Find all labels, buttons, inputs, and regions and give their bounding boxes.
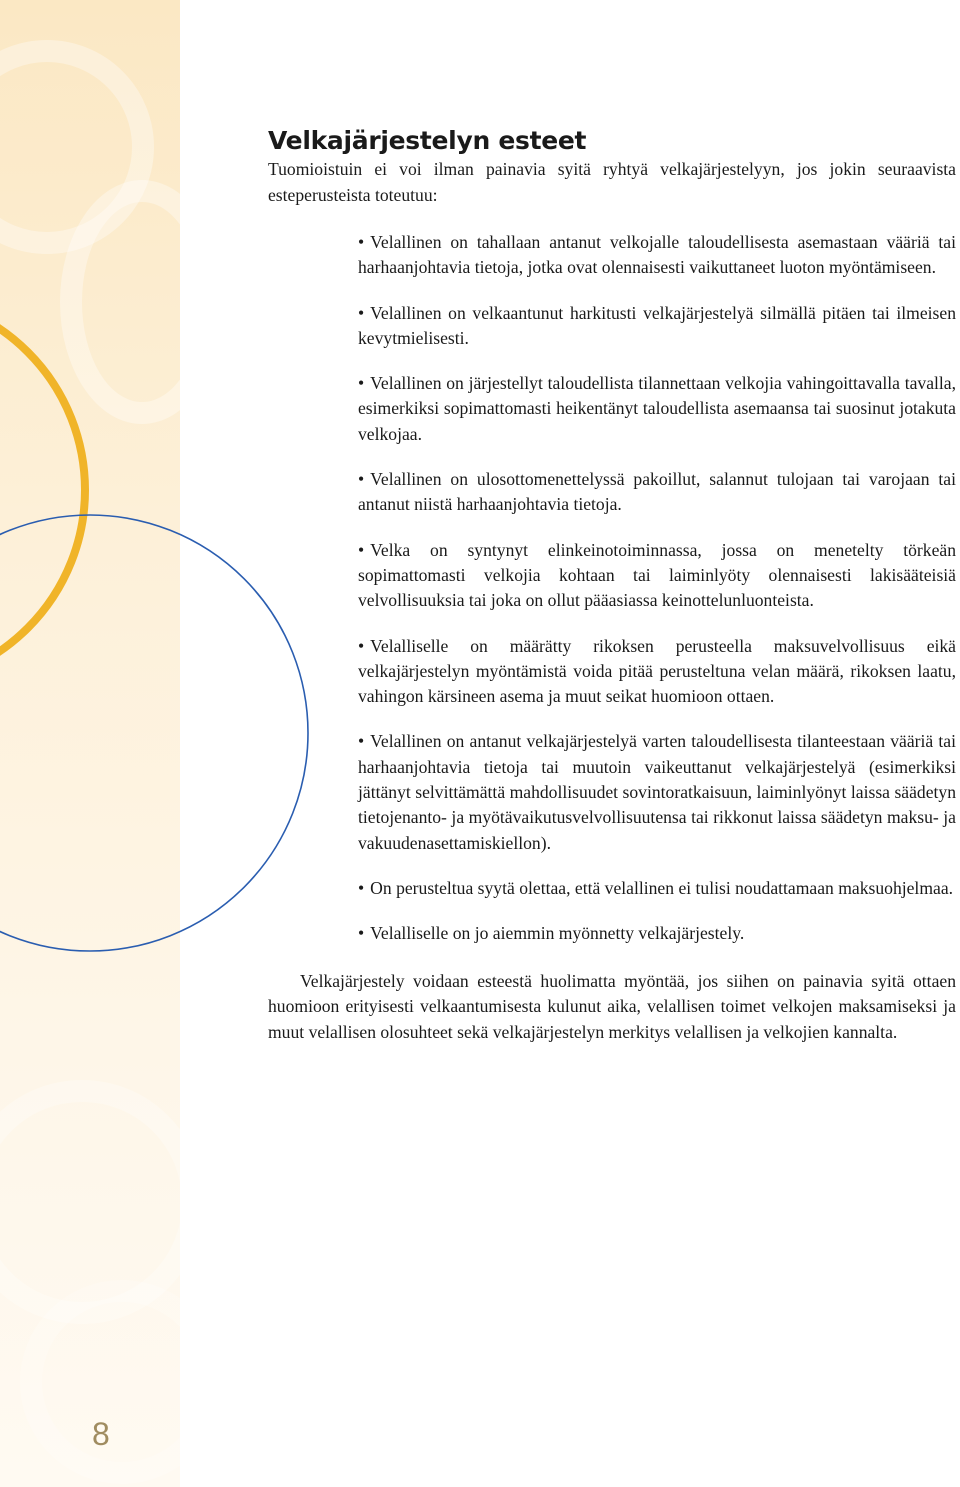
list-item: • Velalliselle on määrätty rikoksen perusteella maksuvelvollisuus eikä velkajärjestelyn myöntämistä voida pitää perusteltuna velan määrä, rikoksen laatu, vahingon kärsineen asema ja muut seikat huomioon ottaen. <box>358 635 956 707</box>
page-number: 8 <box>92 1416 110 1452</box>
bullet-icon: • <box>358 731 365 752</box>
obstacle-list <box>268 230 956 947</box>
bullet-icon: • <box>358 469 365 490</box>
bullet-icon: • <box>358 635 365 656</box>
list-item: • Velka on syntynyt elinkeinotoiminnassa, jossa on menetelty törkeän sopimattomasti velkojia kohtaan tai laiminlyöty olennaisesti lakisääteisiä velvollisuuksia tai joka on ollut pääasiassa keinottelunluonteista. <box>358 539 956 611</box>
bullet-icon: • <box>358 539 365 560</box>
list-item: • Velalliselle on jo aiemmin myönnetty velkajärjestely. <box>358 923 745 944</box>
intro-paragraph: Tuomioistuin ei voi ilman painavia syitä ryhtyä velkajärjestelyyn, jos jokin seuraavista esteperusteista toteutuu: <box>268 159 956 205</box>
bullet-icon: • <box>358 302 365 323</box>
list-item: • Velallinen on antanut velkajärjestelyä varten taloudellisesta tilanteestaan vääriä tai harhaanjohtavia tietoja tai muutoin vaikeuttanut velkajärjestelyä (esimerkiksi jättänyt selvittämättä mahdollisuudet sovintoratkaisuun, laiminlyönyt laissa säädetyn tietojenanto- ja myötävaikutusvelvollisuutensa tai rikkonut laissa säädetyn maksu- ja vakuudenasettamiskiellon). <box>358 731 956 853</box>
list-item: • Velallinen on velkaantunut harkitusti velkajärjestelyä silmällä pitäen tai ilmeisen kevytmielisesti. <box>358 302 956 348</box>
bullet-icon: • <box>358 373 365 394</box>
list-item: • On perusteltua syytä olettaa, että velallinen ei tulisi noudattamaan maksuohjelmaa. <box>358 877 954 898</box>
bullet-icon: • <box>358 923 365 944</box>
section-title: Velkajärjestelyn esteet <box>268 126 587 155</box>
closing-paragraph: Velkajärjestely voidaan esteestä huolimatta myöntää, jos siihen on painavia syitä ottaen huomioon erityisesti velkaantumisesta kulunut aika, velallisen toimet velkojen maksamiseksi ja muut velallisen olosuhteet sekä velkajärjestelyn merkitys velallisen ja velkojien kannalta. <box>268 970 956 1042</box>
list-item: • Velallinen on ulosottomenettelyssä pakoillut, salannut tulojaan tai varojaan tai antanut niistä harhaanjohtavia tietoja. <box>358 469 956 515</box>
list-item: • Velallinen on järjestellyt taloudellista tilannettaan velkojia vahingoittavalla tavalla, esimerkiksi sopimattomasti heikentänyt taloudellista asemaansa tai suosinut jotakuta velkojaa. <box>358 373 956 444</box>
bullet-icon: • <box>358 877 365 898</box>
list-item: • Velallinen on tahallaan antanut velkojalle taloudellisesta asemastaan vääriä tai harhaanjohtavia tietoja, jotka ovat olennaisesti vaikuttaneet luoton myöntämiseen. <box>358 232 956 278</box>
bullet-icon: • <box>358 232 365 252</box>
main-content <box>268 125 956 1045</box>
decorative-side-band <box>0 0 180 1487</box>
